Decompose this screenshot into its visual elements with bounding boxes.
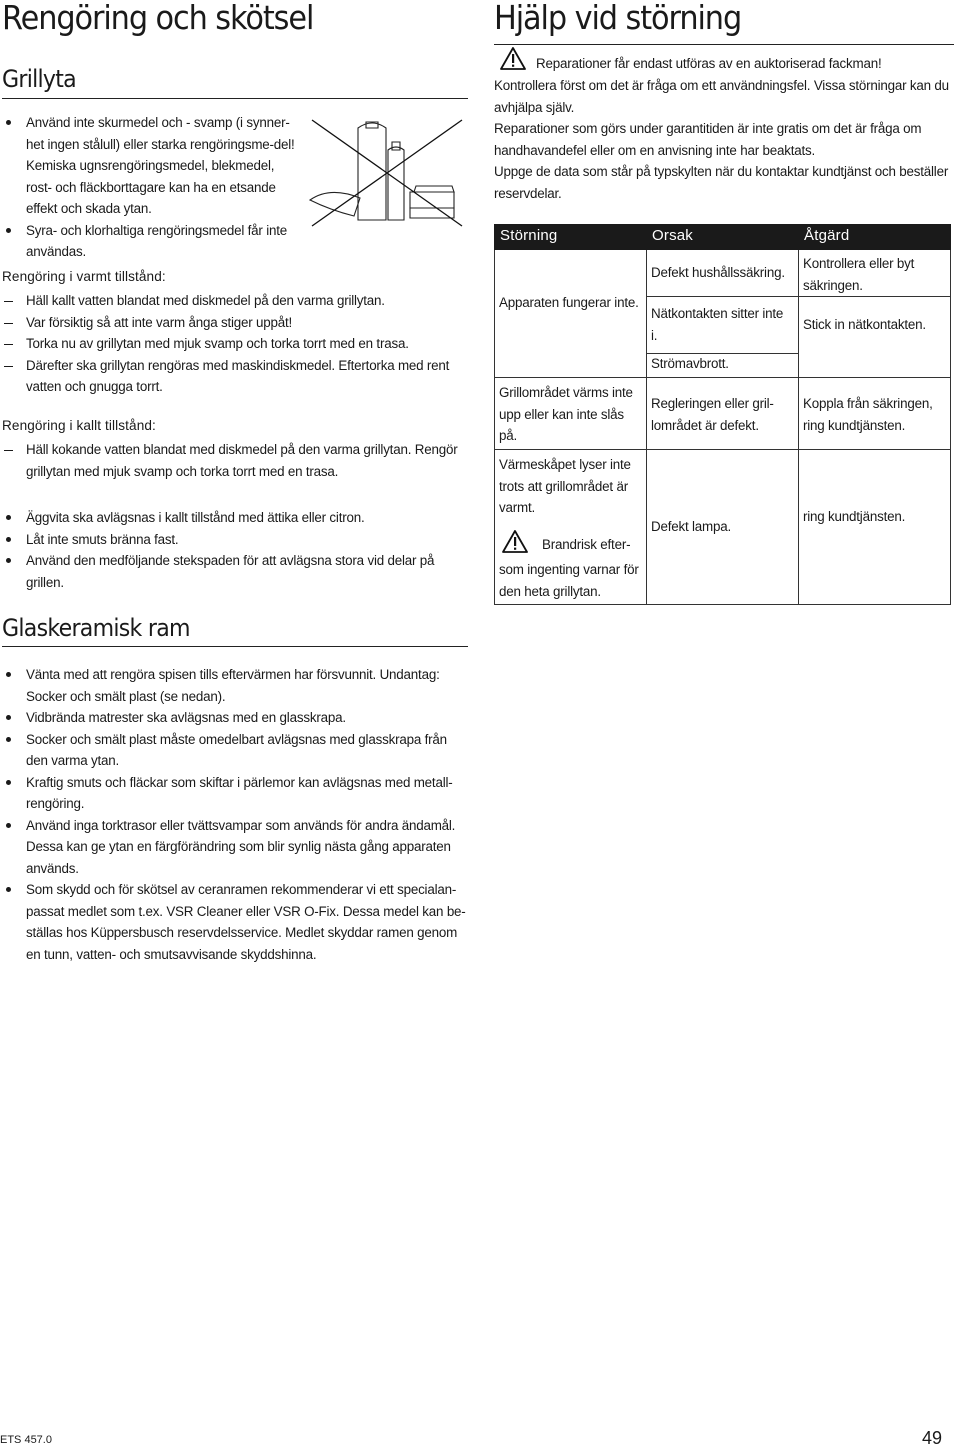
glaskeramisk-bullets xyxy=(2,664,468,965)
table-row-1-cause-2: Nätkontakten sitter inte i. xyxy=(651,306,784,343)
table-row-3-warning-rest: som ingenting varnar för den heta grillytan. xyxy=(499,562,639,599)
list-item: Häll kokande vatten blandat med diskmedel på den varma grillytan. Rengör grillytan med mjuk svamp och torka torrt med en trasa. xyxy=(2,439,468,482)
list-item: Kraftig smuts och fläckar som skiftar i pärlemor kan avlägsnas med metall-rengöring. xyxy=(2,772,468,815)
no-cleaning-agents-icon xyxy=(306,114,466,230)
list-item: Vänta med att rengöra spisen tills eftervärmen har försvunnit. Undantag: Socker och smält plast (se nedan). xyxy=(2,664,468,707)
table-divider-2 xyxy=(798,250,799,604)
table-border-left xyxy=(494,250,495,604)
list-item: Använd inga torktrasor eller tvättsvampar som används för andra ändamål. Dessa kan ge ytan en färgförändring som blir synlig nästa gång apparaten används. xyxy=(2,815,468,880)
list-item: Äggvita ska avlägsnas i kallt tillstånd med ättika eller citron. xyxy=(2,507,468,529)
table-row-3-fault: Värmeskåpet lyser inte trots att grillområdet är varmt. xyxy=(499,457,631,515)
list-item: Socker och smält plast måste omedelbart avlägsnas med glasskrapa från den varma ytan. xyxy=(2,729,468,772)
nameplate-paragraph: Uppge de data som står på typskylten när du kontaktar kundtjänst och beställer reservdelar. xyxy=(494,164,949,201)
troubleshooting-title: Hjälp vid störning xyxy=(494,0,742,37)
cell-separator xyxy=(646,296,951,297)
page-number: 49 xyxy=(922,1428,943,1448)
table-row-1-fault: Apparaten fungerar inte. xyxy=(499,295,639,310)
table-row-1-action-1: Kontrollera eller byt säkringen. xyxy=(803,256,915,293)
table-row-1-cause-3: Strömavbrott. xyxy=(651,356,729,371)
grillyta-heading-block xyxy=(2,62,468,99)
list-item: Var försiktig så att inte varm ånga stiger uppåt! xyxy=(2,312,468,334)
list-item: Häll kallt vatten blandat med diskmedel på den varma grillytan. xyxy=(2,290,468,312)
table-border-bottom xyxy=(494,604,951,605)
warm-heading: Rengöring i varmt tillstånd: xyxy=(2,269,166,284)
table-border-right xyxy=(950,250,951,604)
header-fault: Störning xyxy=(500,227,558,244)
list-item: Syra- och klorhaltiga rengöringsmedel får inte användas. xyxy=(2,220,302,263)
list-item: Som skydd och för skötsel av ceranramen rekommenderar vi ett specialan-passat medlet som t.ex. VSR Cleaner eller VSR O-Fix. Dessa medel kan be-ställas hos Küppersbusch reservdelsservice. Medlet skyddar ramen genom en tunn, vatten- och smutsavvisande skyddshinna. xyxy=(2,879,468,965)
row-separator xyxy=(494,377,951,378)
table-header xyxy=(494,224,951,250)
warranty-paragraph: Reparationer som görs under garantitiden är inte gratis om det är fråga om handhavandefel eller om en anvisning inte har beaktats. xyxy=(494,121,922,158)
warm-steps xyxy=(2,290,468,398)
grillyta-bullets xyxy=(2,112,302,263)
table-row-3-cause: Defekt lampa. xyxy=(651,519,732,534)
glaskeramisk-heading-block xyxy=(2,610,468,647)
table-row-3-warning: Brandrisk efter- xyxy=(542,537,631,552)
header-cause: Orsak xyxy=(652,227,694,244)
grillyta-bullets-2 xyxy=(2,507,468,593)
glaskeramisk-heading: Glaskeramisk ram xyxy=(2,614,190,642)
title-rule xyxy=(494,44,954,45)
table-row-2-fault: Grillområdet värms inte upp eller kan inte slås på. xyxy=(499,385,633,443)
cold-heading: Rengöring i kallt tillstånd: xyxy=(2,418,156,433)
list-item: Använd inte skurmedel och - svamp (i synner-het ingen stålull) eller starka rengöringsme-del! Kemiska ugnsrengöringsmedel, blekmedel, rost- och fläckborttagare kan ha en etsande effekt och skada ytan. xyxy=(2,112,302,220)
table-divider-1 xyxy=(646,250,647,604)
list-item: Låt inte smuts bränna fast. xyxy=(2,529,468,551)
list-item: Därefter ska grillytan rengöras med maskindiskmedel. Eftertorka med rent vatten och gnugga torrt. xyxy=(2,355,468,398)
warning-triangle-icon xyxy=(500,47,526,70)
row-separator xyxy=(494,449,951,450)
intro-paragraph: Kontrollera först om det är fråga om ett användningsfel. Vissa störningar kan du avhjälpa själv. xyxy=(494,78,949,115)
model-number: ETS 457.0 xyxy=(0,1434,52,1446)
table-row-1-cause-1: Defekt hushållssäkring. xyxy=(651,265,785,280)
page-title: Rengöring och skötsel xyxy=(2,0,314,37)
list-item: Vidbrända matrester ska avlägsnas med en glasskrapa. xyxy=(2,707,468,729)
list-item: Använd den medföljande stekspaden för att avlägsna stora vid delar på grillen. xyxy=(2,550,468,593)
table-row-3-action: ring kundtjänsten. xyxy=(803,509,906,524)
list-item: Torka nu av grillytan med mjuk svamp och torka torrt med en trasa. xyxy=(2,333,468,355)
table-row-2-cause: Regleringen eller gril-lområdet är defekt. xyxy=(651,396,774,433)
fire-warning-icon xyxy=(502,530,528,553)
grillyta-heading: Grillyta xyxy=(2,65,76,93)
header-action: Åtgärd xyxy=(804,227,850,244)
cold-steps xyxy=(2,439,468,482)
table-row-2-action: Koppla från säkringen, ring kundtjänsten. xyxy=(803,396,933,433)
table-row-1-action-2: Stick in nätkontakten. xyxy=(803,317,926,332)
warning-text: Reparationer får endast utföras av en auktoriserad fackman! xyxy=(536,56,882,71)
